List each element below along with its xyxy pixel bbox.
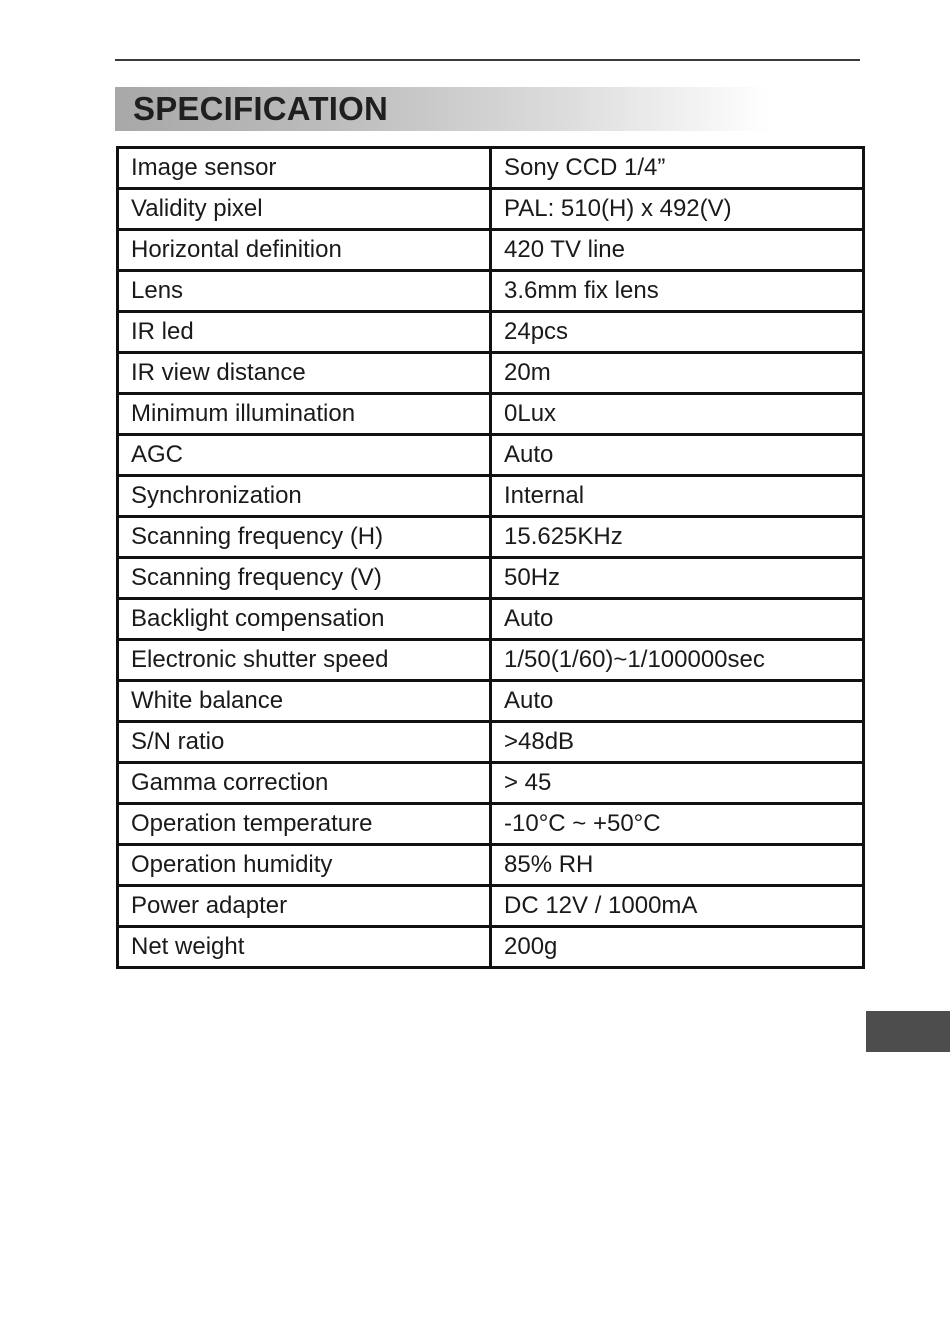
table-row [118, 189, 864, 230]
table-row [118, 722, 864, 763]
spec-label: Power adapter [118, 886, 491, 927]
spec-label: Net weight [118, 927, 491, 968]
spec-value: Auto [491, 435, 864, 476]
table-row [118, 271, 864, 312]
table-row [118, 558, 864, 599]
spec-value: 1/50(1/60)~1/100000sec [491, 640, 864, 681]
spec-label: White balance [118, 681, 491, 722]
spec-label: IR led [118, 312, 491, 353]
spec-value: Auto [491, 599, 864, 640]
spec-label: Backlight compensation [118, 599, 491, 640]
spec-label: Validity pixel [118, 189, 491, 230]
table-row [118, 353, 864, 394]
spec-label: IR view distance [118, 353, 491, 394]
spec-label: Lens [118, 271, 491, 312]
table-row [118, 845, 864, 886]
table-row [118, 312, 864, 353]
spec-value: 15.625KHz [491, 517, 864, 558]
spec-value: >48dB [491, 722, 864, 763]
spec-value: 85% RH [491, 845, 864, 886]
spec-label: Image sensor [118, 148, 491, 189]
page-edge-tab [866, 1011, 950, 1052]
spec-value: Sony CCD 1/4” [491, 148, 864, 189]
page-title: SPECIFICATION [133, 90, 388, 127]
top-rule [115, 59, 860, 61]
table-row [118, 927, 864, 968]
spec-value: 3.6mm fix lens [491, 271, 864, 312]
spec-label: Gamma correction [118, 763, 491, 804]
table-row [118, 148, 864, 189]
table-row [118, 599, 864, 640]
table-row [118, 763, 864, 804]
spec-value: 20m [491, 353, 864, 394]
spec-value: 0Lux [491, 394, 864, 435]
spec-label: S/N ratio [118, 722, 491, 763]
spec-value: > 45 [491, 763, 864, 804]
spec-label: Scanning frequency (H) [118, 517, 491, 558]
spec-value: 24pcs [491, 312, 864, 353]
spec-label: Minimum illumination [118, 394, 491, 435]
table-row [118, 640, 864, 681]
table-row [118, 886, 864, 927]
spec-label: Synchronization [118, 476, 491, 517]
spec-value: Auto [491, 681, 864, 722]
table-row [118, 230, 864, 271]
spec-label: AGC [118, 435, 491, 476]
spec-value: -10°C ~ +50°C [491, 804, 864, 845]
spec-value: PAL: 510(H) x 492(V) [491, 189, 864, 230]
table-row [118, 476, 864, 517]
table-row [118, 681, 864, 722]
specification-table [116, 146, 865, 969]
spec-value: 200g [491, 927, 864, 968]
table-row [118, 394, 864, 435]
spec-label: Operation humidity [118, 845, 491, 886]
table-row [118, 517, 864, 558]
spec-label: Scanning frequency (V) [118, 558, 491, 599]
spec-value: 50Hz [491, 558, 864, 599]
spec-value: Internal [491, 476, 864, 517]
spec-value: 420 TV line [491, 230, 864, 271]
spec-label: Horizontal definition [118, 230, 491, 271]
table-row [118, 435, 864, 476]
table-row [118, 804, 864, 845]
spec-value: DC 12V / 1000mA [491, 886, 864, 927]
section-header [115, 87, 860, 131]
spec-label: Operation temperature [118, 804, 491, 845]
spec-label: Electronic shutter speed [118, 640, 491, 681]
